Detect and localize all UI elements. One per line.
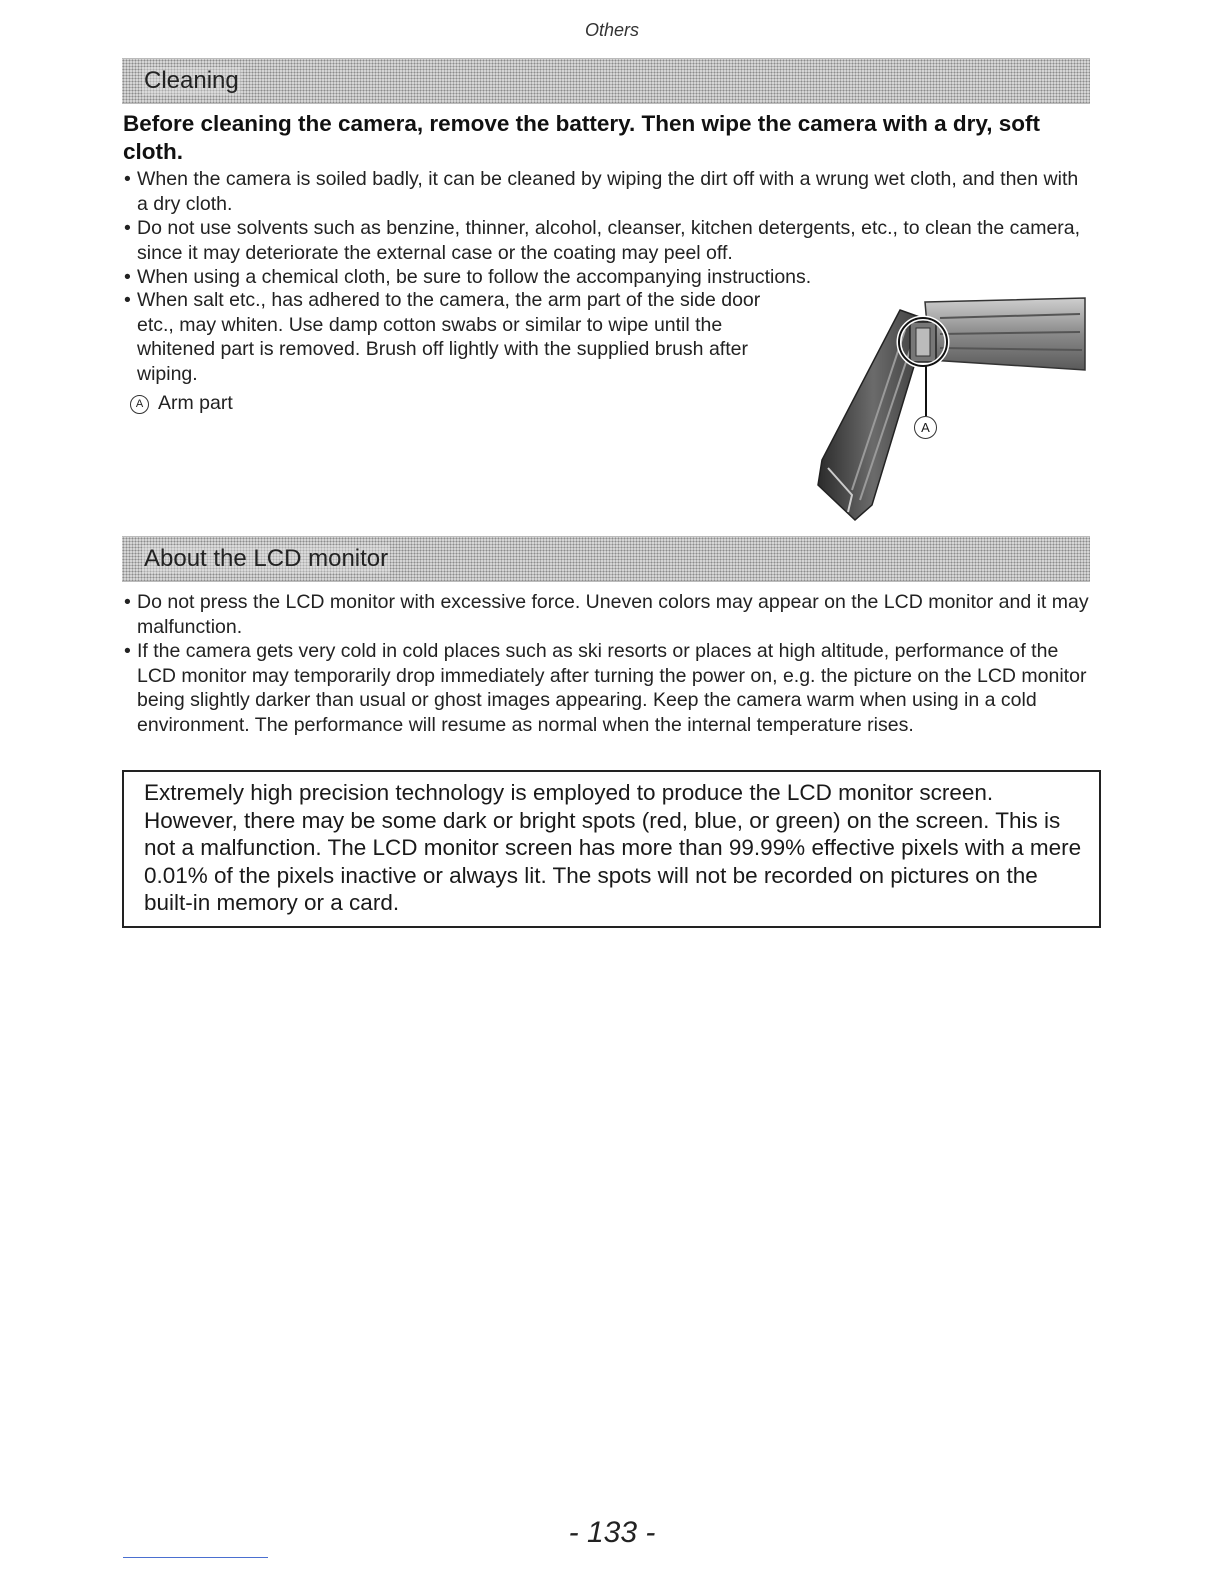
section-bar-lcd xyxy=(122,536,1090,582)
lcd-note-box: Extremely high precision technology is employed to produce the LCD monitor screen. However, there may be some dark or bright spots (red, blue, or green) on the screen. This is not a malfunction. The LCD monitor screen has more than 99.99% effective pixels with a mere 0.01% of the pixels inactive or always lit. The spots will not be recorded on pictures on the built-in memory or a card. xyxy=(122,770,1101,928)
list-item: • Do not press the LCD monitor with excessive force. Uneven colors may appear on the LCD monitor and it may malfunction. xyxy=(124,590,1089,639)
footer-rule xyxy=(123,1557,268,1558)
list-item: • When using a chemical cloth, be sure to follow the accompanying instructions. xyxy=(124,265,1089,290)
caption-text: Arm part xyxy=(158,392,233,414)
list-item: • If the camera gets very cold in cold places such as ski resorts or places at high altitude, performance of the LCD monitor may temporarily drop immediately after turning the power on, e.g. the picture on the LCD monitor being slightly darker than usual or ghost images appearing. Keep the camera warm when using in a cold environment. The performance will resume as normal when the internal temperature rises. xyxy=(124,639,1089,737)
list-item: • When the camera is soiled badly, it can be cleaned by wiping the dirt off with a wrung wet cloth, and then with a dry cloth. xyxy=(124,167,1089,216)
section-title-lcd: About the LCD monitor xyxy=(144,545,389,572)
lcd-bullet-list xyxy=(124,590,1089,737)
running-header: Others xyxy=(584,20,640,40)
cleaning-bullet-list xyxy=(124,167,1089,290)
circled-a-marker: A xyxy=(130,395,149,414)
figure-marker-a: A xyxy=(914,416,937,439)
list-item: • Do not use solvents such as benzine, thinner, alcohol, cleanser, kitchen detergents, etc., to clean the camera, since it may deteriorate the external case or the coating may peel off. xyxy=(124,216,1089,265)
cleaning-lead: Before cleaning the camera, remove the battery. Then wipe the camera with a dry, soft cloth. xyxy=(123,111,1040,164)
salt-bullet-list xyxy=(124,288,774,386)
figure-caption xyxy=(130,392,233,415)
section-title-cleaning: Cleaning xyxy=(144,67,239,94)
camera-arm-illustration xyxy=(800,290,1100,530)
camera-illustration xyxy=(800,290,1100,530)
section-bar-cleaning xyxy=(122,58,1090,104)
list-item: • When salt etc., has adhered to the camera, the arm part of the side door etc., may whiten. Use damp cotton swabs or similar to wipe until the whitened part is removed. Brush off lightly with the supplied brush after wiping. xyxy=(124,288,774,386)
page-number: - 133 - xyxy=(568,1516,656,1549)
